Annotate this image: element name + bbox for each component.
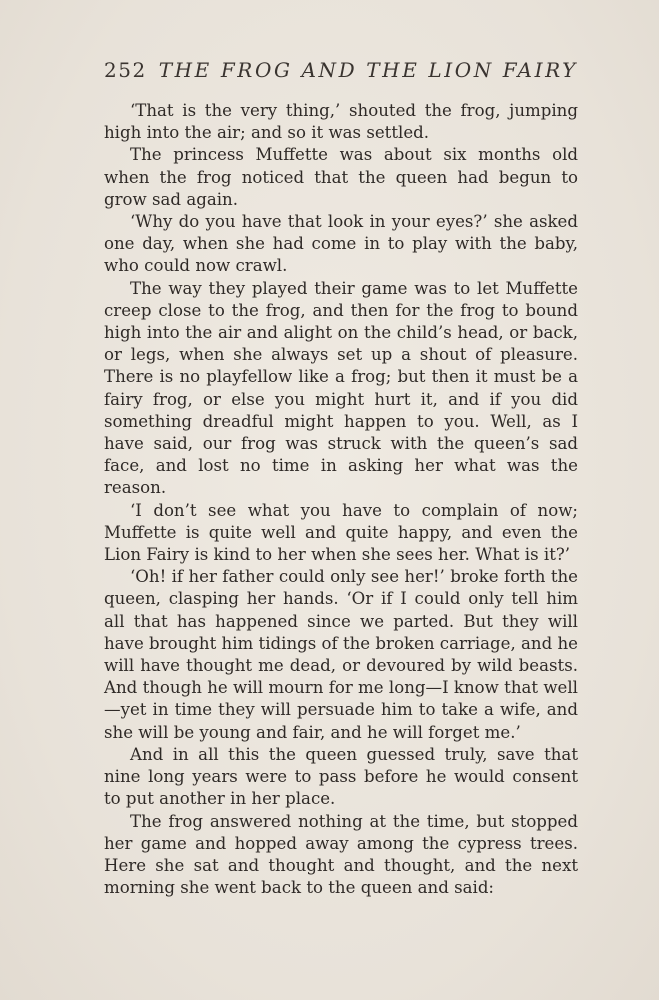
paragraph: ‘Why do you have that look in your eyes?’ she asked one day, when she had come in to play with the baby, who could now crawl. [104, 212, 578, 276]
running-header [104, 58, 578, 82]
page-body [104, 100, 578, 899]
paragraph: The way they played their game was to let Muffette creep close to the frog, and then for the frog to bound high into the air and alight on the child’s head, or back, or legs, when she always set up a shout of pleasure. There is no playfellow like a frog; but then it must be a fairy frog, or else you might hurt it, and if you did something dreadful might happen to you. Well, as I have said, our frog was struck with the queen’s sad face, and lost no time in asking her what was the reason. [104, 278, 578, 498]
paragraph: ‘Oh! if her father could only see her!’ broke forth the queen, clasping her hands. ‘Or if I could only tell him all that has happened since we parted. But they will have brought him tidings of the broken carriage, and he will have thought me dead, or devoured by wild beasts. And though he will mourn for me long—I know that well—yet in time they will persuade him to take a wife, and she will be young and fair, and he will forget me.’ [104, 567, 579, 742]
paragraph: And in all this the queen guessed truly, save that nine long years were to pass before he would consent to put another in her place. [104, 744, 578, 809]
paragraph: ‘That is the very thing,’ shouted the frog, jumping high into the air; and so it was settled. [104, 101, 578, 143]
page-number: 252 [104, 58, 147, 82]
paragraph: The princess Muffette was about six months old when the frog noticed that the queen had begun to grow sad again. [104, 145, 578, 209]
paragraph: ‘I don’t see what you have to complain of now; Muffette is quite well and quite happy, and even the Lion Fairy is kind to her when she sees her. What is it?’ [104, 500, 578, 565]
paragraph: The frog answered nothing at the time, but stopped her game and hopped away among the cypress trees. Here she sat and thought and thought, and the next morning she went back to the queen and said: [104, 811, 578, 898]
running-title: THE FROG AND THE LION FAIRY [158, 58, 578, 82]
